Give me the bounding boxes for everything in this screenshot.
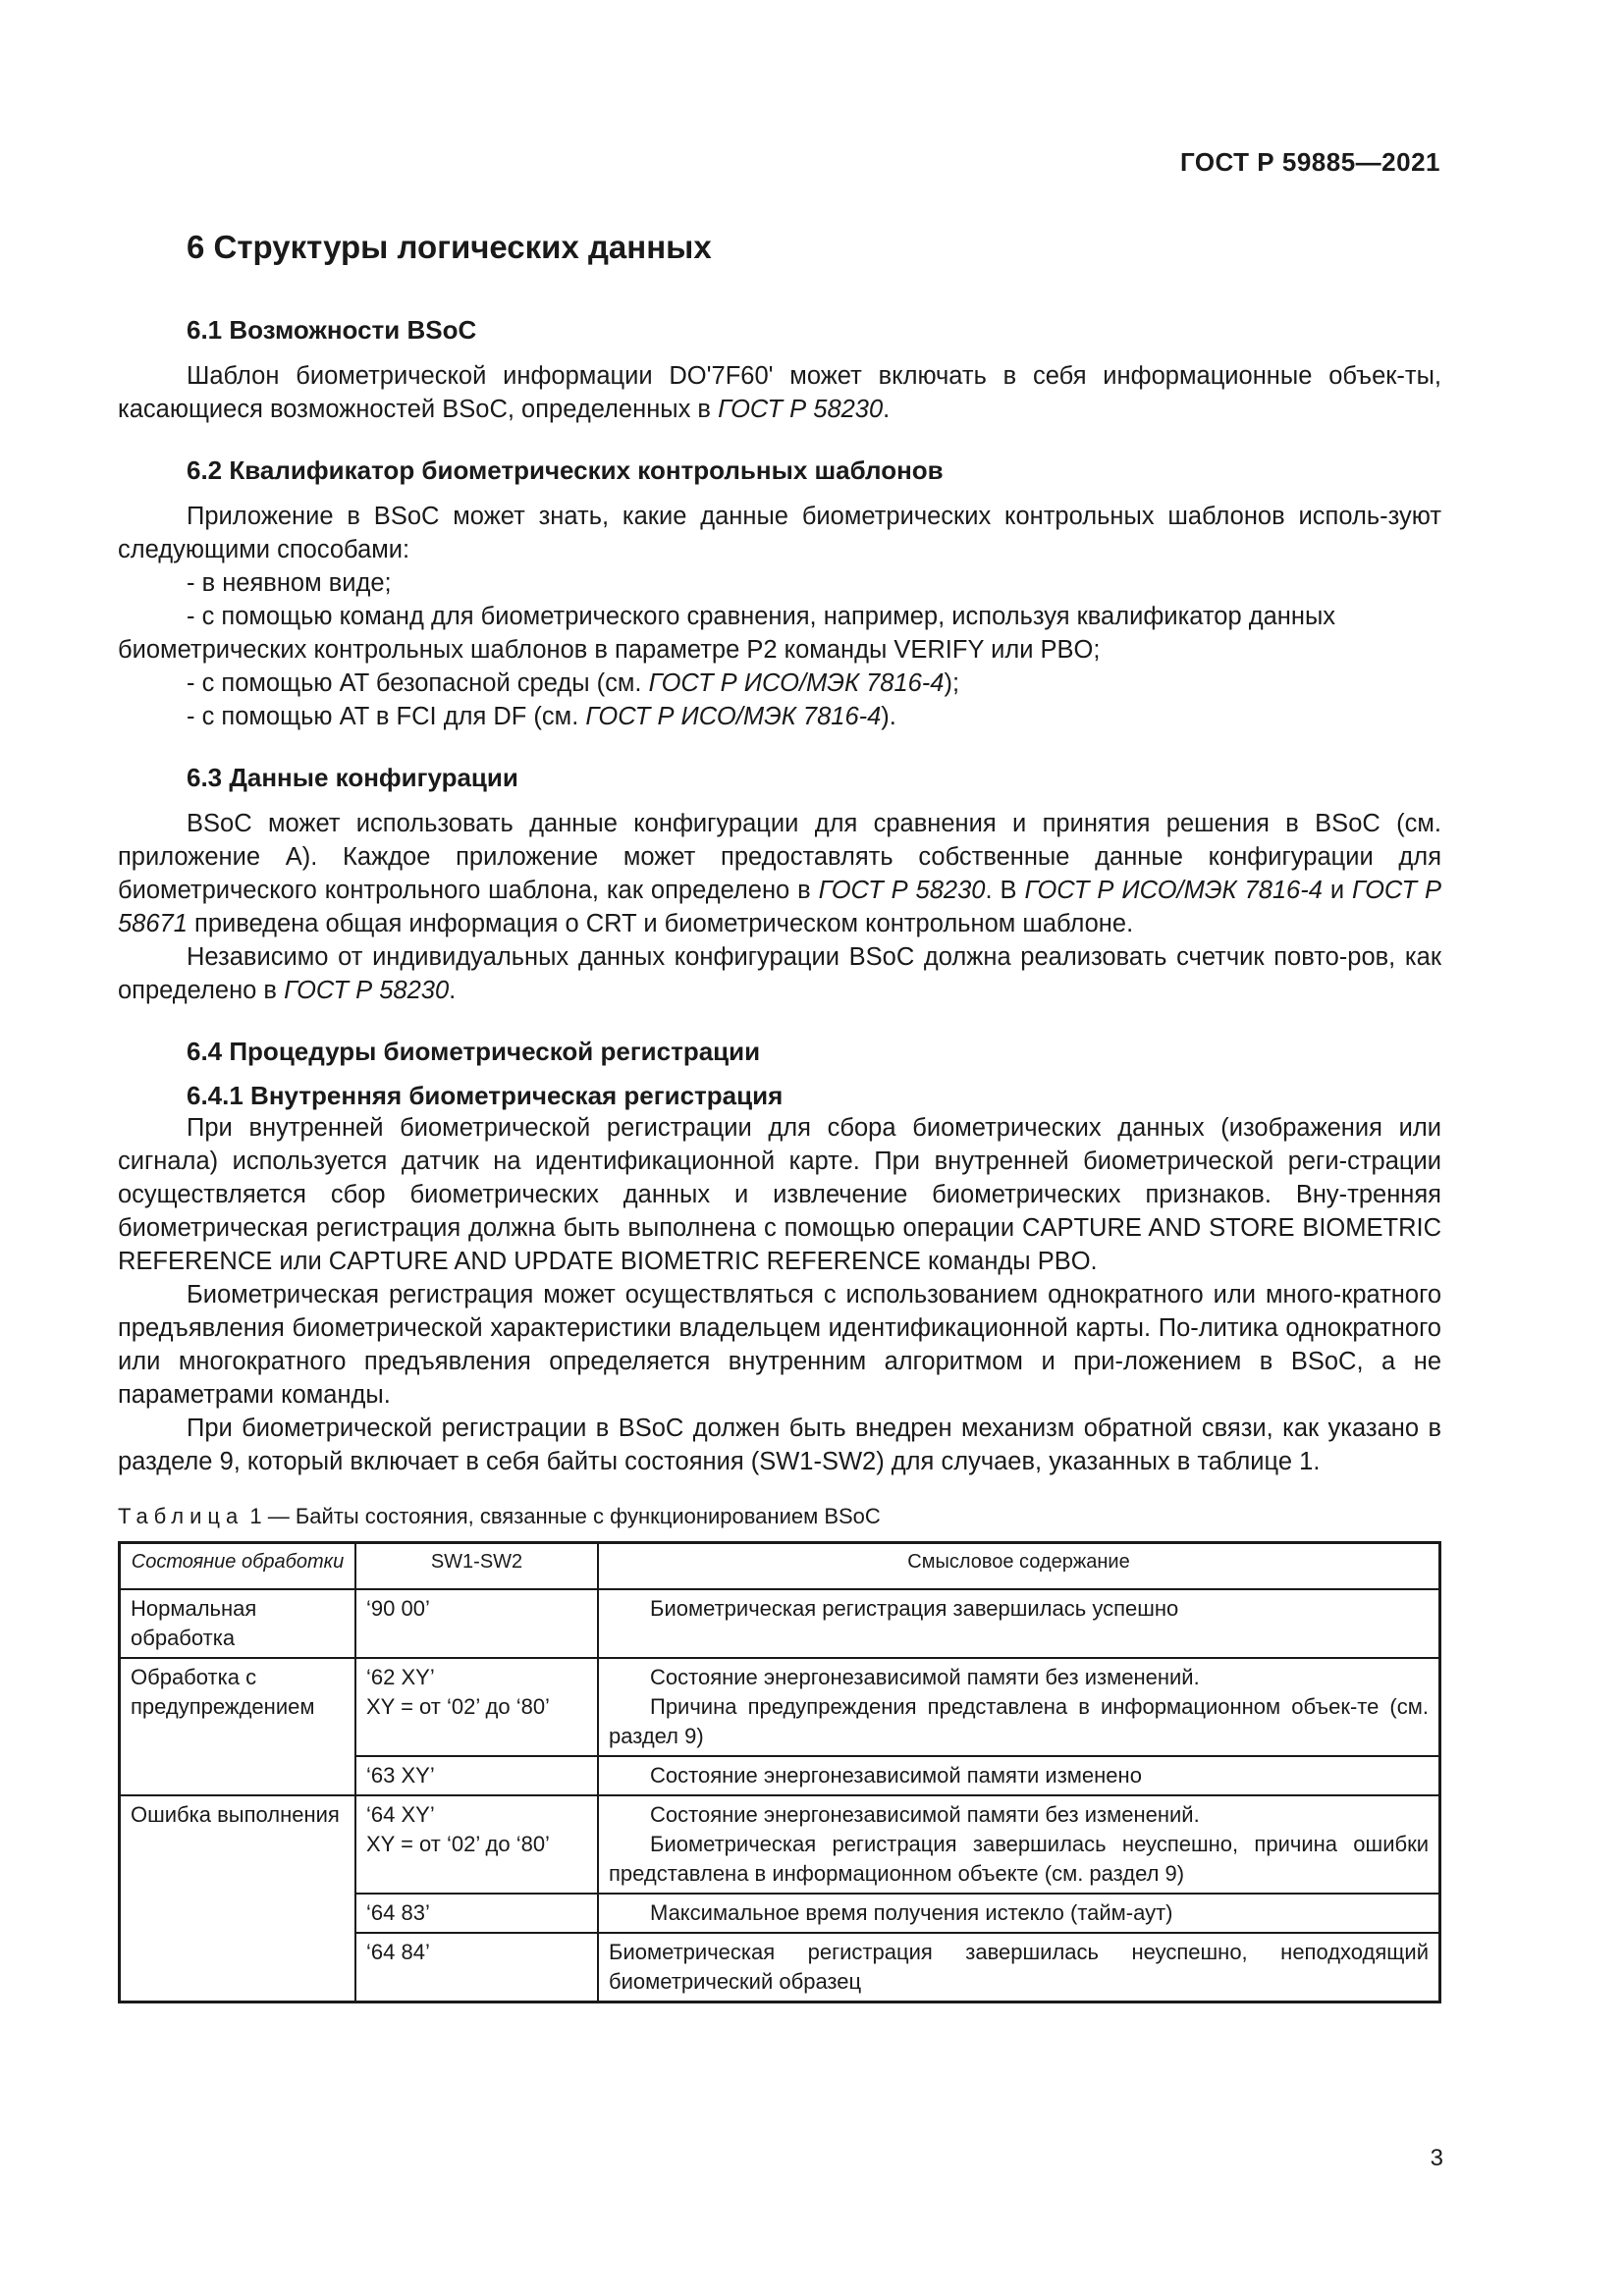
sw-cell: ‘63 XY’ [355, 1756, 598, 1795]
document-code: ГОСТ Р 59885—2021 [1179, 147, 1440, 177]
list-item: - с помощью команд для биометрического сравнения, например, используя квалификатор данных [187, 603, 1336, 630]
section-6-2 [118, 455, 1441, 733]
section-6-4-1-paragraph-1: При внутренней биометрической регистрации для сбора биометрических данных (изображения или сигнала) используется датчик на идентификационной карте. При внутренней биометрической реги-страции осуществляется сбор биометрических данных и извлечение биометрических признаков. Вну-тренняя биометрическая регистрация должна быть выполнена с помощью операции CAPTURE AND STORE BIOMETRIC REFERENCE или CAPTURE AND UPDATE BIOMETRIC REFERENCE команды PBO. [118, 1114, 1441, 1275]
section-6-2-intro: Приложение в BSoC может знать, какие данные биометрических контрольных шаблонов исполь-зуют следующими способами: [118, 503, 1441, 563]
section-6-2-title: 6.2 Квалификатор биометрических контрольных шаблонов [187, 455, 944, 485]
sw-cell: ‘62 XY’ XY = от ‘02’ до ‘80’ [355, 1658, 598, 1756]
meaning-cell: Биометрическая регистрация завершилась успешно [598, 1589, 1440, 1658]
table-row [120, 1795, 1440, 1894]
section-6-4 [118, 1037, 1441, 1478]
meaning-cell: Биометрическая регистрация завершилась неуспешно, неподходящий биометрический образец [598, 1933, 1440, 2002]
table-header-row [120, 1543, 1440, 1590]
table-row [120, 1589, 1440, 1658]
column-header: SW1-SW2 [355, 1543, 598, 1590]
list-item: - с помощью AT безопасной среды (см. ГОСТ Р ИСО/МЭК 7816-4); [187, 669, 960, 697]
table-row [120, 1658, 1440, 1756]
sw-cell: ‘64 83’ [355, 1894, 598, 1933]
column-header: Состояние обработки [120, 1543, 356, 1590]
section-6-4-1-title: 6.4.1 Внутренняя биометрическая регистрация [187, 1081, 784, 1110]
sw-cell: ‘64 84’ [355, 1933, 598, 2002]
table-caption: Таблица 1 — Байты состояния, связанные с функционированием BSoC [118, 1504, 881, 1528]
section-6-1 [118, 315, 1441, 426]
section-6-3 [118, 763, 1441, 1007]
meaning-cell: Максимальное время получения истекло (тайм-аут) [598, 1894, 1440, 1933]
sw-cell: ‘90 00’ [355, 1589, 598, 1658]
section-6-4-1-paragraph-2: Биометрическая регистрация может осуществляться с использованием однократного или много-кратного предъявления биометрической характеристики владельцем идентификационной карты. По-литика однократного или многократного предъявления определяется внутренним алгоритмом и при-ложением в BSoC, а не параметрами команды. [118, 1281, 1441, 1409]
section-6-title: 6 Структуры логических данных [187, 229, 712, 265]
sw-cell: ‘64 XY’ XY = от ‘02’ до ‘80’ [355, 1795, 598, 1894]
meaning-cell: Состояние энергонезависимой памяти без изменений. Биометрическая регистрация завершилась неуспешно, причина ошибки представлена в информационном объекте (см. раздел 9) [598, 1795, 1440, 1894]
page-number: 3 [1430, 2145, 1443, 2171]
document-body [118, 229, 1441, 2003]
state-cell: Ошибка выполнения [120, 1795, 356, 2002]
section-6-1-paragraph: Шаблон биометрической информации DO'7F60' может включать в себя информационные объек-ты, касающиеся возможностей BSoC, определенных в ГОСТ Р 58230. [118, 362, 1441, 423]
section-6-4-title: 6.4 Процедуры биометрической регистрации [187, 1037, 761, 1066]
section-6-4-1-paragraph-3: При биометрической регистрации в BSoC должен быть внедрен механизм обратной связи, как указано в разделе 9, который включает в себя байты состояния (SW1-SW2) для случаев, указанных в таблице 1. [118, 1415, 1441, 1475]
state-cell: Обработка с предупреждением [120, 1658, 356, 1795]
section-6-3-paragraph-1: BSoC может использовать данные конфигурации для сравнения и принятия решения в BSoC (см. приложение А). Каждое приложение может предоставлять собственные данные конфигурации для биометрического контрольного шаблона, как определено в ГОСТ Р 58230. В ГОСТ Р ИСО/МЭК 7816-4 и ГОСТ Р 58671 приведена общая информация о CRT и биометрическом контрольном шаблоне. [118, 810, 1441, 937]
section-6-1-title: 6.1 Возможности BSoC [187, 315, 477, 345]
state-cell: Нормальная обработка [120, 1589, 356, 1658]
list-item-continuation: биометрических контрольных шаблонов в параметре P2 команды VERIFY или PBO; [118, 636, 1101, 664]
meaning-cell: Состояние энергонезависимой памяти изменено [598, 1756, 1440, 1795]
list-item: - с помощью AT в FCI для DF (см. ГОСТ Р ИСО/МЭК 7816-4). [187, 703, 896, 730]
meaning-cell: Состояние энергонезависимой памяти без изменений. Причина предупреждения представлена в информационном объек-те (см. раздел 9) [598, 1658, 1440, 1756]
status-bytes-table [118, 1541, 1441, 2003]
column-header: Смысловое содержание [598, 1543, 1440, 1590]
section-6-3-title: 6.3 Данные конфигурации [187, 763, 518, 792]
list-item: - в неявном виде; [187, 569, 392, 597]
section-6-3-paragraph-2: Независимо от индивидуальных данных конфигурации BSoC должна реализовать счетчик повто-ров, как определено в ГОСТ Р 58230. [118, 943, 1441, 1004]
